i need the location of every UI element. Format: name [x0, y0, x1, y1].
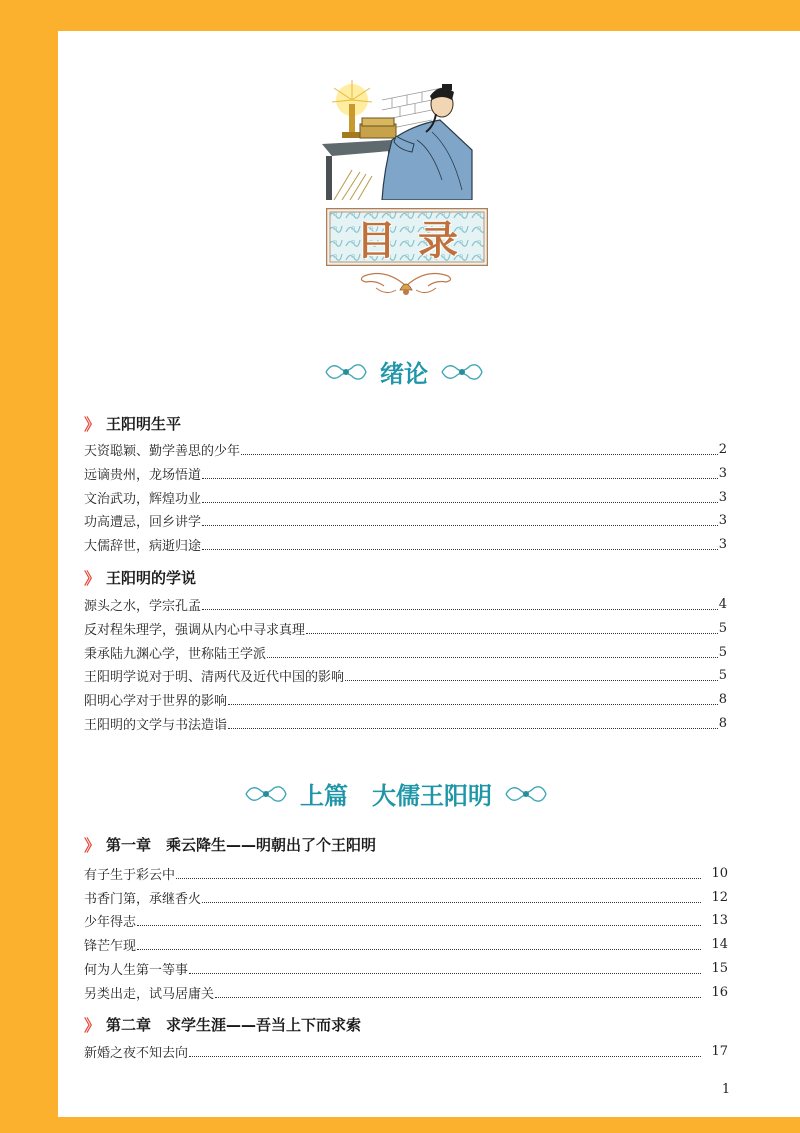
- marker-icon: 》: [84, 835, 101, 855]
- toc-entry[interactable]: 书香门第，承继香火 12: [84, 889, 728, 907]
- marker-icon: 》: [84, 568, 101, 588]
- scholar-illustration: [322, 80, 490, 200]
- part-one-heading: [244, 776, 548, 811]
- toc-entry[interactable]: 少年得志 13: [84, 912, 728, 930]
- chapter-heading[interactable]: [84, 833, 734, 855]
- toc-entry[interactable]: 另类出走，试马居庸关 16: [84, 984, 728, 1002]
- right-scroll-ornament-icon: [440, 360, 484, 384]
- toc-entry[interactable]: 锋芒乍现 14: [84, 936, 728, 954]
- page-title: 目录: [356, 217, 480, 264]
- title-ornament: [356, 266, 456, 300]
- toc-entry[interactable]: 天资聪颖、勤学善思的少年 2: [84, 441, 727, 459]
- toc-entry[interactable]: 远谪贵州，龙场悟道 3: [84, 465, 727, 483]
- group-title: 王阳明的学说: [106, 568, 197, 587]
- toc-entry[interactable]: 王阳明学说对于明、清两代及近代中国的影响 5: [84, 667, 727, 685]
- toc-entry[interactable]: 文治武功，辉煌功业 3: [84, 489, 727, 507]
- page-number: 1: [721, 1082, 731, 1097]
- toc-entry[interactable]: 大儒辞世，病逝归途 3: [84, 536, 727, 554]
- toc-entry[interactable]: 反对程朱理学，强调从内心中寻求真理 5: [84, 620, 727, 638]
- toc-entry[interactable]: 新婚之夜不知去向 17: [84, 1043, 728, 1061]
- intro-section-heading: [324, 354, 484, 389]
- group-heading-doctrine: [84, 566, 734, 588]
- group-title: 王阳明生平: [106, 414, 182, 433]
- left-scroll-ornament-icon: [244, 782, 288, 806]
- toc-entry[interactable]: 源头之水，学宗孔孟 4: [84, 596, 727, 614]
- toc-entry[interactable]: 有子生于彩云中 10: [84, 865, 728, 883]
- right-scroll-ornament-icon: [504, 782, 548, 806]
- toc-entry[interactable]: 何为人生第一等事 15: [84, 960, 728, 978]
- toc-entry[interactable]: 王阳明的文学与书法造诣 8: [84, 715, 727, 733]
- chapter-title: 第二章 求学生涯——吾当上下而求索: [106, 1015, 362, 1034]
- chapter-heading[interactable]: [84, 1013, 734, 1035]
- marker-icon: 》: [84, 1015, 101, 1035]
- intro-heading-label: 绪论: [380, 360, 428, 388]
- left-scroll-ornament-icon: [324, 360, 368, 384]
- toc-entry[interactable]: 秉承陆九渊心学，世称陆王学派 5: [84, 644, 727, 662]
- chapter-title: 第一章 乘云降生——明朝出了个王阳明: [106, 835, 377, 854]
- toc-entry[interactable]: 阳明心学对于世界的影响 8: [84, 691, 727, 709]
- marker-icon: 》: [84, 414, 101, 434]
- toc-entry[interactable]: 功高遭忌，回乡讲学 3: [84, 512, 727, 530]
- group-heading-biography: [84, 412, 734, 434]
- part-one-heading-label: 上篇 大儒王阳明: [300, 782, 492, 810]
